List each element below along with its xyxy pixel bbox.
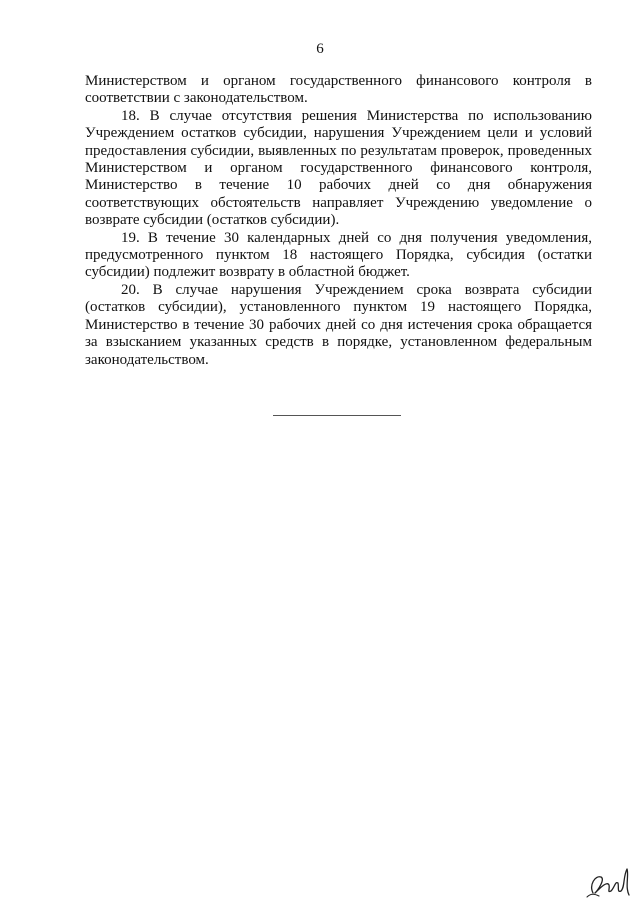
signature-initials	[585, 863, 635, 899]
document-body	[85, 73, 592, 369]
page-number: 6	[316, 41, 324, 57]
paragraph-19: 19. В течение 30 календарных дней со дня получения уведомления, предусмотренного пунктом 18 настоящего Порядка, субсидия (остатки субсидии) подлежит возврату в областной бюджет.	[85, 229, 592, 281]
paragraph-18: 18. В случае отсутствия решения Министерства по использованию Учреждением остатков субсидии, нарушения Учреждением цели и условий предоставления субсидии, выявленных по результатам проверок, проведенных Министерством и органом государственного финансового контроля, Министерство в течение 10 рабочих дней со дня обнаружения соответствующих обстоятельств направляет Учреждению уведомление о возврате субсидии (остатков субсидии).	[85, 107, 592, 229]
paragraph-continuation: Министерством и органом государственного финансового контроля в соответствии с законодательством.	[85, 73, 592, 107]
paragraph-20: 20. В случае нарушения Учреждением срока возврата субсидии (остатков субсидии), установленного пунктом 19 настоящего Порядка, Министерство в течение 30 рабочих дней со дня истечения срока обращается за взысканием указанных средств в порядке, установленном федеральным законодательством.	[85, 281, 592, 368]
end-separator-line	[273, 415, 401, 416]
